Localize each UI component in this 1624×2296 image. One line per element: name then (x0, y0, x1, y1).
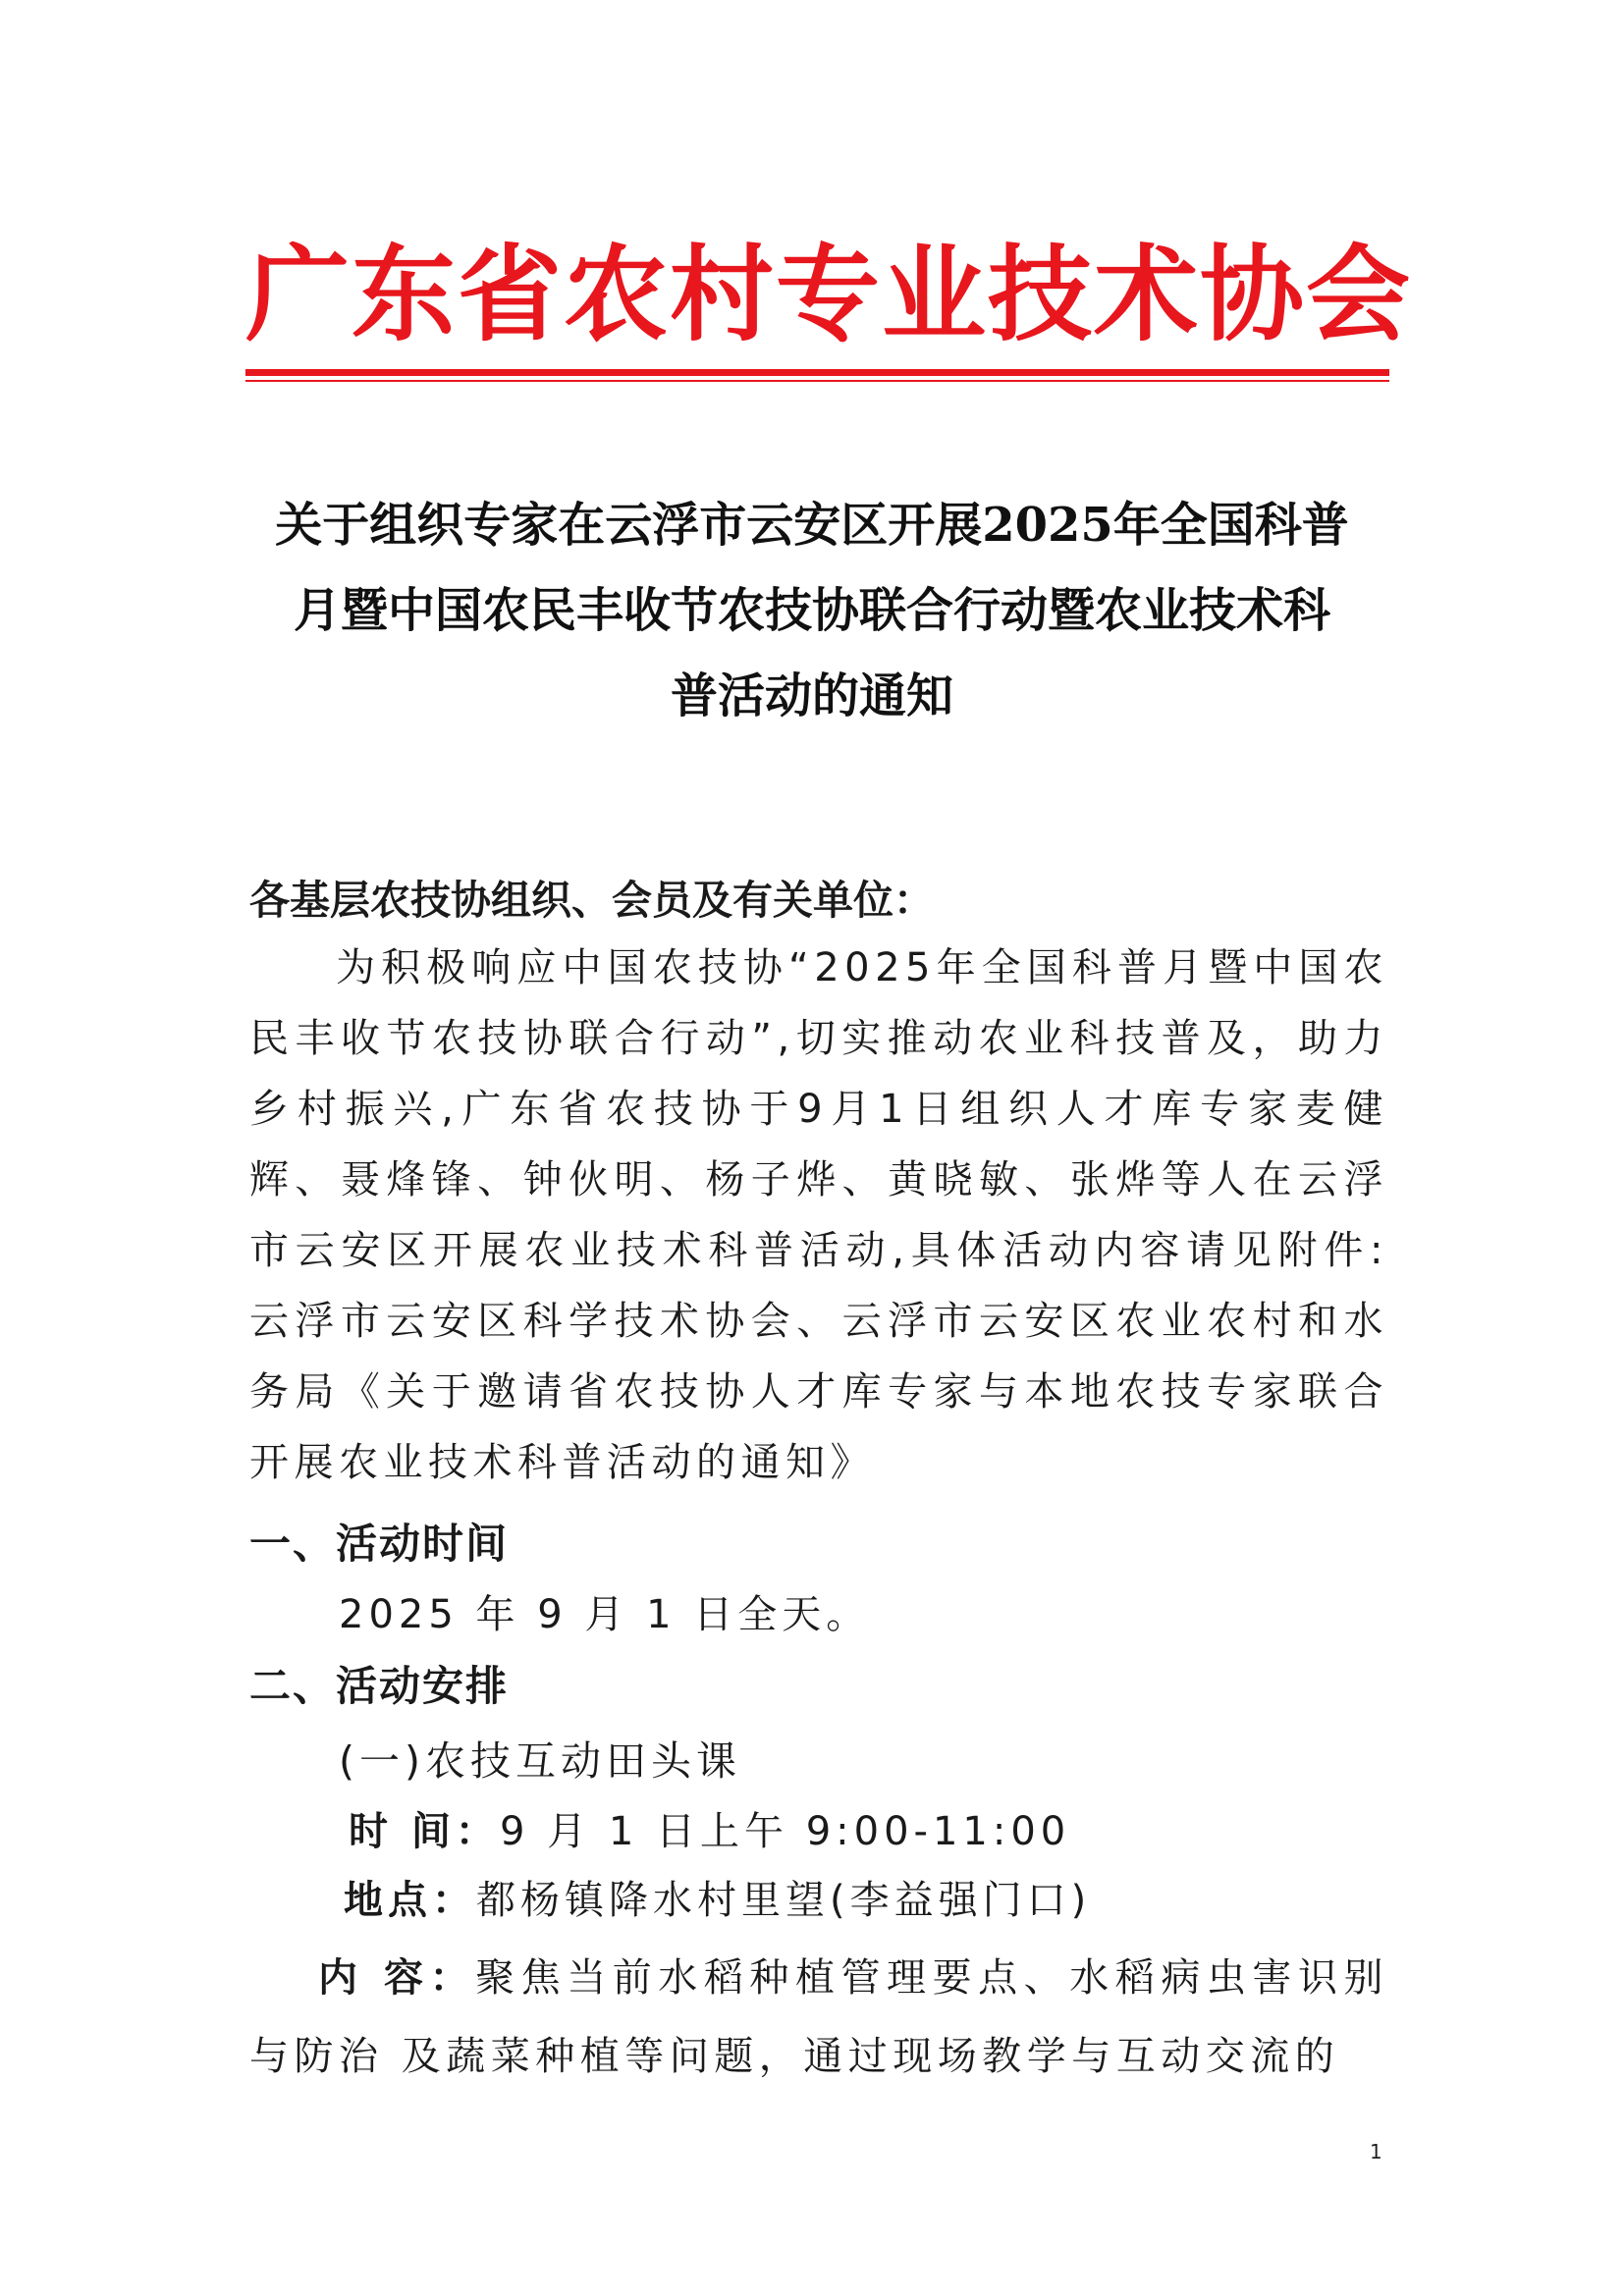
section-2-heading: 二、活动安排 (249, 1662, 510, 1710)
document-title-line-1: 关于组织专家在云浮市云安区开展2025年全国科普 (275, 498, 1349, 553)
letterhead-rule-thick (245, 369, 1389, 376)
document-title-line-2: 月暨中国农民丰收节农技协联合行动暨农业技术科 (293, 583, 1330, 638)
place-row (344, 1871, 1091, 1930)
content-row (249, 1939, 1388, 2096)
intro-paragraph: 为积极响应中国农技协“2025年全国科普月暨中国农民丰收节农技协联合行动”,切实推动农业科技普及，助力乡村振兴,广东省农技协于9月1日组织人才库专家麦健辉、聂烽锋、钟伙明、杨子烨、黄晓敏、张烨等人在云浮市云安区开展农业技术科普活动,具体活动内容请见附件:云浮市云安区科学技术协会、云浮市云安区农业农村和水务局《关于邀请省农技协人才库专家与本地农技专家联合开展农业技术科普活动的通知》 (249, 945, 1388, 1485)
page-number: 1 (1370, 2140, 1382, 2163)
letterhead-org-name: 广东省农村专业技术协会 (245, 233, 1412, 355)
salutation: 各基层农技协组织、会员及有关单位： (249, 877, 934, 924)
time-label: 时 间： (349, 1809, 500, 1854)
content-value: 聚焦当前水稻种植管理要点、水稻病虫害识别与防治 及蔬菜种植等问题，通过现场教学与互动交流的 (249, 1955, 1389, 2079)
subsection-1-heading: (一)农技互动田头课 (339, 1737, 741, 1785)
document-title-line-3: 普活动的通知 (670, 668, 953, 723)
time-row (349, 1802, 1070, 1861)
place-label: 地点： (344, 1878, 476, 1923)
section-1-text: 2025 年 9 月 1 日全天。 (339, 1592, 871, 1637)
section-1-heading: 一、活动时间 (249, 1520, 510, 1568)
time-value: 9 月 1 日上午 9:00-11:00 (499, 1809, 1071, 1854)
letterhead-rule-thin (245, 380, 1389, 382)
document-title (236, 483, 1388, 739)
place-value: 都杨镇降水村里望(李益强门口) (476, 1878, 1092, 1923)
content-label: 内 容： (318, 1955, 476, 2001)
